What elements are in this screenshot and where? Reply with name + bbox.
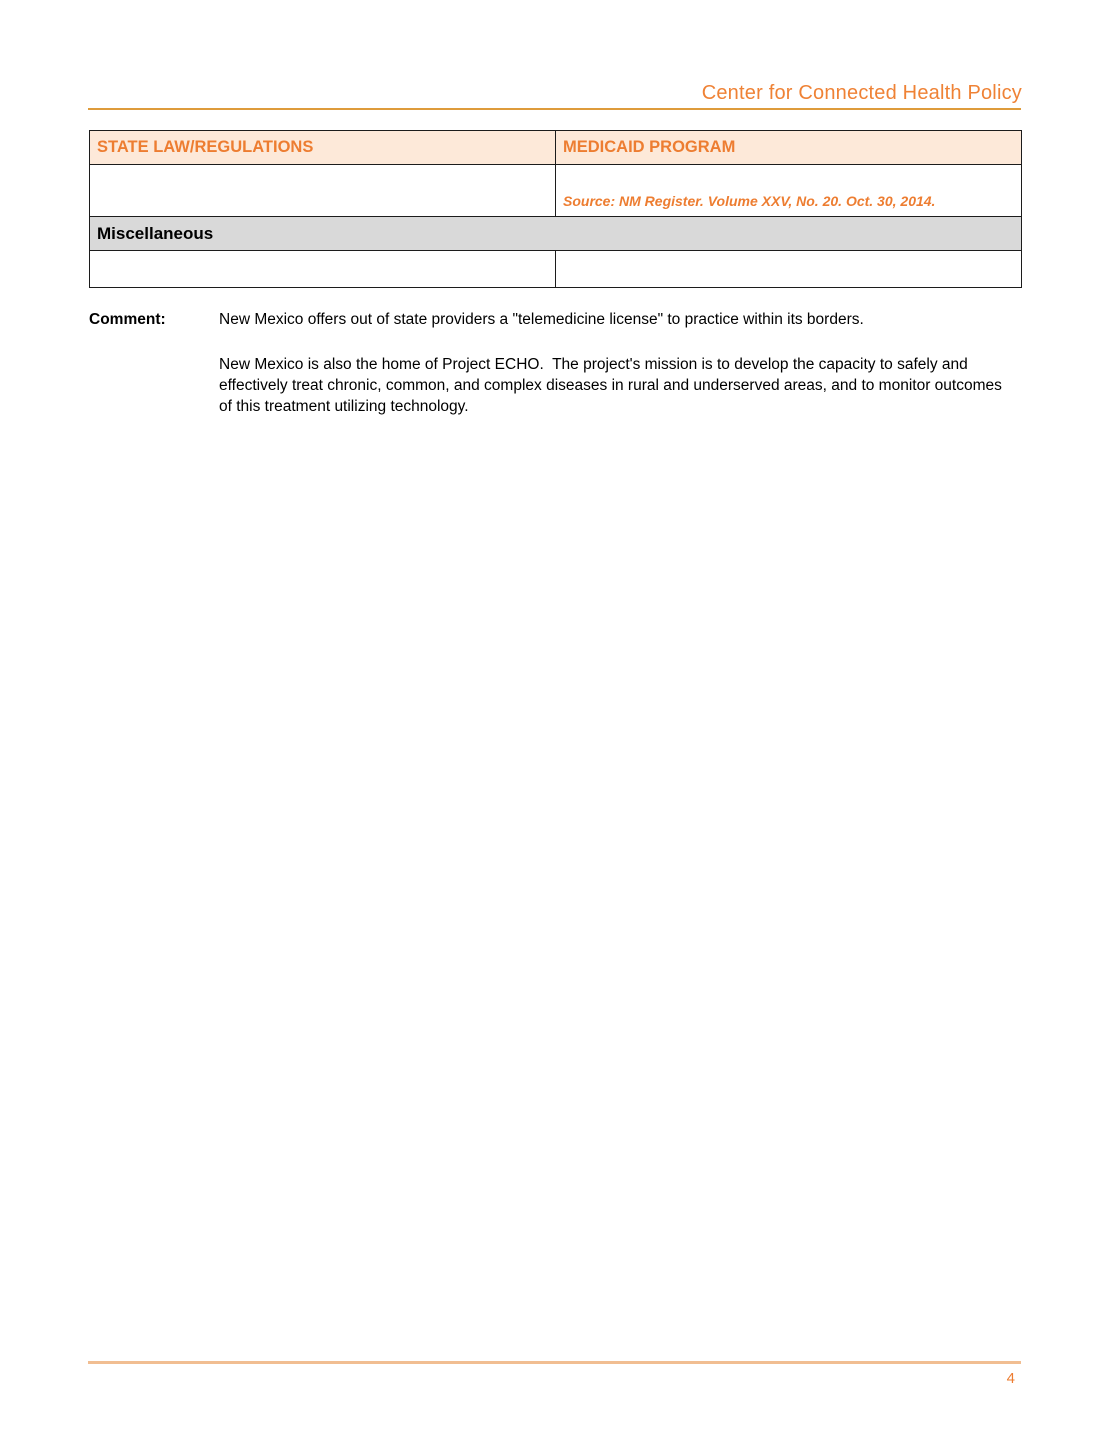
comment-label: Comment: <box>89 311 166 328</box>
comment-block <box>89 309 1022 441</box>
page-content <box>89 0 1022 1430</box>
column-header-medicaid-program: MEDICAID PROGRAM <box>556 131 1022 165</box>
source-citation: Source: NM Register. Volume XXV, No. 20. Oct. 30, 2014. <box>563 193 936 209</box>
comment-paragraph: New Mexico offers out of state providers a "telemedicine license" to practice within its borders. <box>219 311 864 328</box>
cell-medicaid-source <box>556 165 1022 217</box>
header-rule <box>88 108 1021 110</box>
comment-paragraph: New Mexico is also the home of Project ECHO. The project's mission is to develop the capacity to safely and effectively treat chronic, common, and complex diseases in rural and underserved areas, and to monitor outcomes of this treatment utilizing technology. <box>219 356 1007 415</box>
policy-table <box>89 130 1022 288</box>
column-header-state-law: STATE LAW/REGULATIONS <box>90 131 556 165</box>
table-header-row <box>90 131 1022 165</box>
cell-state-law-blank <box>90 251 556 288</box>
header-title: Center for Connected Health Policy <box>701 82 1022 104</box>
comment-text <box>219 309 1019 441</box>
cell-medicaid-blank <box>556 251 1022 288</box>
table-row-source <box>90 165 1022 217</box>
footer-rule <box>88 1361 1021 1364</box>
page-number: 4 <box>1006 1370 1015 1387</box>
cell-state-law-empty <box>90 165 556 217</box>
table-row-section-miscellaneous <box>90 217 1022 251</box>
table-row-empty <box>90 251 1022 288</box>
section-header-miscellaneous: Miscellaneous <box>90 217 1022 251</box>
